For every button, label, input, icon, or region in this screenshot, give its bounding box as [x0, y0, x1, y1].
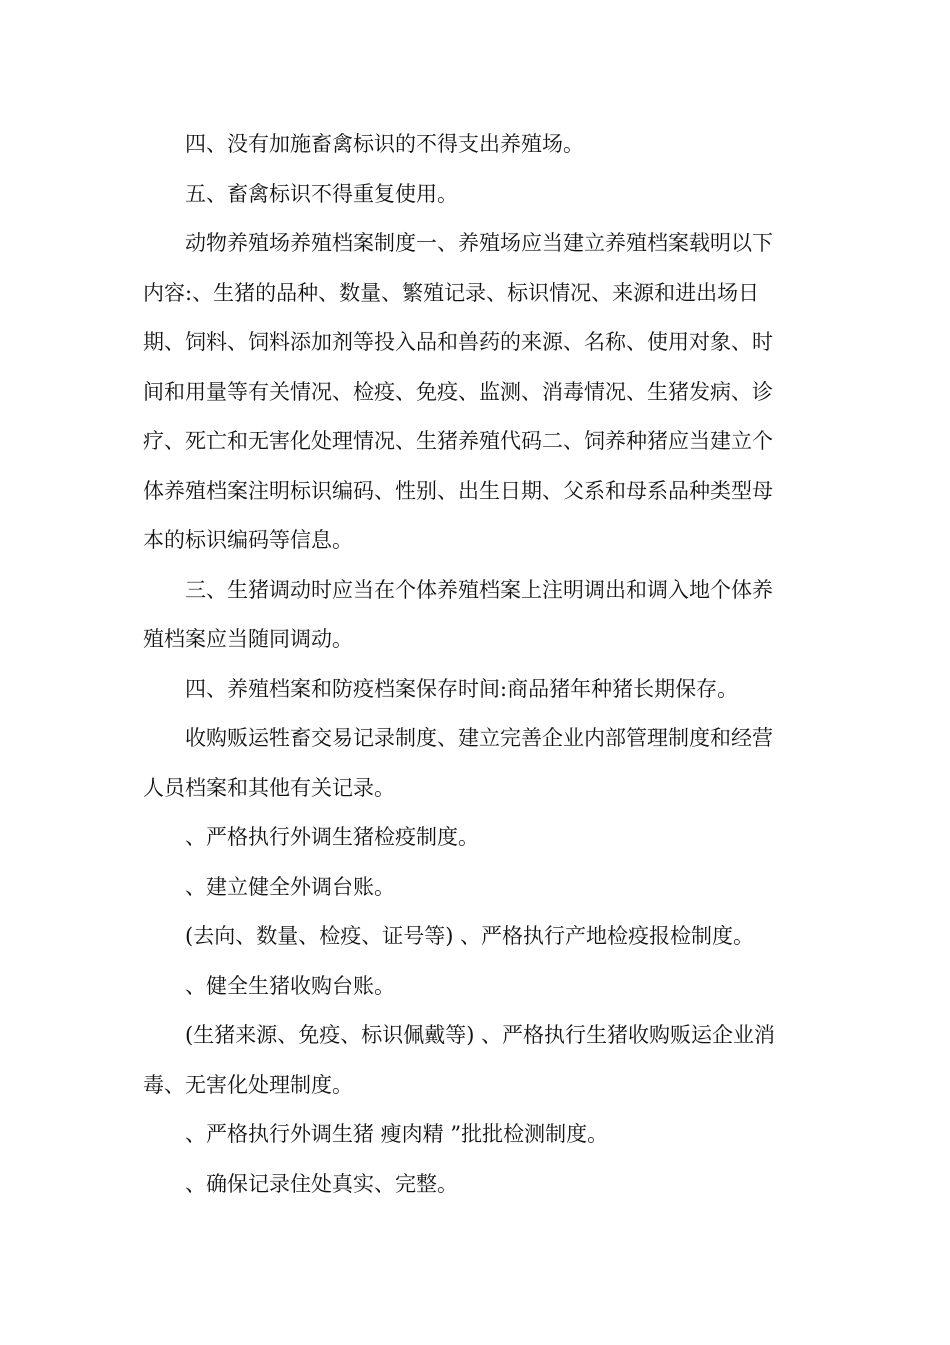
paragraph: 四、没有加施畜禽标识的不得支出养殖场。 [185, 132, 584, 156]
paragraph: 收购贩运牲畜交易记录制度、建立完善企业内部管理制度和经营人员档案和其他有关记录。 [143, 726, 773, 800]
paragraph: 、建立健全外调台账。 [185, 874, 395, 899]
paragraph: 、确保记录住处真实、完整。 [185, 1171, 458, 1196]
paragraph: 五、畜禽标识不得重复使用。 [185, 181, 458, 206]
document-body [143, 120, 793, 1209]
paragraph: 四、养殖档案和防疫档案保存时间:商品猪年种猪长期保存。 [185, 676, 739, 701]
paragraph: 三、生猪调动时应当在个体养殖档案上注明调出和调入地个体养殖档案应当随同调动。 [143, 577, 773, 651]
paragraph: 、健全生猪收购台账。 [185, 973, 395, 998]
paragraph: 动物养殖场养殖档案制度一、养殖场应当建立养殖档案载明以下内容:、生猪的品种、数量、繁殖记录、标识情况、来源和进出场日期、饲料、饲料添加剂等投入品和兽药的来源、名称、使用对象、时间和用量等有关情况、检疫、免疫、监测、消毒情况、生猪发病、诊疗、死亡和无害化处理情况、生猪养殖代码二、饲养种猪应当建立个体养殖档案注明标识编码、性别、出生日期、父系和母系品种类型母本的标识编码等信息。 [143, 231, 773, 552]
paragraph: 、严格执行外调生猪检疫制度。 [185, 825, 479, 849]
paragraph: (去向、数量、检疫、证号等) 、严格执行产地检疫报检制度。 [185, 924, 755, 948]
paragraph: (生猪来源、免疫、标识佩戴等) 、严格执行生猪收购贩运企业消毒、无害化处理制度。 [143, 1023, 776, 1097]
paragraph: 、严格执行外调生猪 瘦肉精 ”批批检测制度。 [185, 1122, 609, 1146]
